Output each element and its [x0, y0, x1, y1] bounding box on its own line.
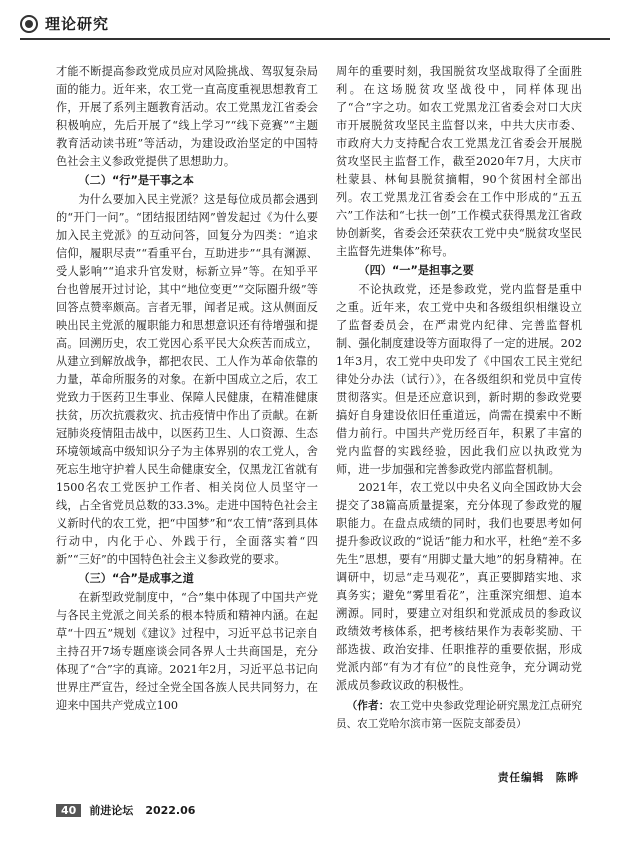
left-column: [56, 63, 318, 715]
paragraph-yi: 不论执政党，还是参政党，党内监督是重中之重。近年来，农工党中央和各级组织相继设立了监督委员会，在严肃党内纪律、完善监督机制、强化制度建设等方面取得了一定的进展。2021年3月，农工党中央印发了《中国农工民主党纪律处分办法（试行）》，在各级组织和党员中宣传贯彻落实。但是还应意识到，新时期的参政党要搞好自身建设依旧任重道远，尚需在摸索中不断借力前行。中国共产党历经百年，积累了丰富的党内监督的实践经验，因此我们应以执政党为师，进一步加强和完善参政党内部监督机制。: [336, 283, 582, 476]
author-note: [336, 697, 582, 733]
journal-name: 前进论坛: [89, 804, 134, 817]
journal-logo-icon: [20, 15, 38, 33]
header-rule: [20, 38, 610, 40]
page-header: [20, 12, 610, 42]
paragraph-he-continued: 周年的重要时刻，我国脱贫攻坚战取得了全面胜利。在这场脱贫攻坚战役中，同样体现出了“合”字之功。如农工党黑龙江省委会对口大庆市开展脱贫攻坚民主监督以来，中共大庆市委、市政府大力支持配合农工党黑龙江省委会开展脱贫攻坚民主监督工作，截至2020年7月，大庆市杜蒙县、林甸县脱贫摘帽，90个贫困村全部出列。农工党黑龙江省委会在工作中形成的“五五六”工作法和“七扶一创”工作模式获得黑龙江省政协创新奖，省委会还荣获农工党中央“脱贫攻坚民主监督先进集体”称号。: [336, 65, 582, 258]
paragraph-continued: 才能不断提高参政党成员应对风险挑战、驾驭复杂局面的能力。近年来，农工党一直高度重视思想教育工作，开展了系列主题教育活动。农工党黑龙江省委会积极响应，先后开展了“线上学习”“线下竞赛”“主题教育活动读书班”等活动，为建设政治坚定的中国特色社会主义参政党提供了思想助力。: [56, 65, 318, 168]
page-footer: [56, 802, 195, 820]
subheading-yi: （四）“一”是担事之要: [358, 264, 474, 277]
subheading-he: （三）“合”是成事之道: [78, 572, 194, 585]
subheading-xing: （二）“行”是干事之本: [78, 174, 194, 187]
author-label: （作者：: [346, 700, 390, 712]
paragraph-he: 在新型政党制度中，“合”集中体现了中国共产党与各民主党派之间关系的根本特质和精神内涵。在起草“十四五”规划《建议》过程中，习近平总书记亲自主持召开7场专题座谈会同各界人士共商国是，充分体现了“合”字的真谛。2021年2月，习近平总书记向世界庄严宣告，经过全党全国各族人民共同努力，在迎来中国共产党成立100: [56, 591, 318, 712]
issue-number: 2022.06: [145, 804, 196, 817]
page-number: 40: [56, 804, 81, 817]
responsible-editor: 责任编辑 陈晔: [497, 772, 579, 784]
paragraph-conclusion: 2021年，农工党以中央名义向全国政协大会提交了38篇高质量提案，充分体现了参政党的履职能力。在盘点成绩的同时，我们也要思考如何提升参政议政的“说话”能力和水平，杜绝“差不多先生”思想，要有“用脚丈量大地”的躬身精神。在调研中，切忌“走马观花”，真正要脚踏实地、求真务实；避免“雾里看花”，注重深究细想、追本溯源。同时，要建立对组织和党派成员的参政议政绩效考核体系，把考核结果作为表彰奖励、干部选拔、政治安排、任职推荐的重要依据，形成党派内部“有为才有位”的良性竞争，充分调动党派成员参政议政的积极性。: [336, 481, 582, 692]
section-title: 理论研究: [45, 15, 110, 33]
paragraph-xing: 为什么要加入民主党派？这是每位成员都会遇到的“开门一问”。“团结报团结网”曾发起过《为什么要加入民主党派》的互动问答，回复分为四类：“追求信仰，履职尽责”“看重平台，互助进步”“具有渊源、受人影响”“追求升官发财，标新立异”等。在知乎平台也曾展开过讨论，其中“地位变更”“交际圈升级”等回答点赞率颇高。言者无罪，闻者足戒。这从侧面反映出民主党派的履职能力和思想意识还有待增强和提高。回溯历史，农工党因心系平民大众疾苦而成立，从建立到解放战争，都把农民、工人作为革命依靠的力量，革命所服务的对象。在新中国成立之后，农工党致力于医药卫生事业、保障人民健康，在精准健康扶贫，历次抗震救灾、抗击疫情中作出了贡献。在新冠肺炎疫情阻击战中，以医药卫生、人口资源、生态环境领域高中级知识分子为主体界别的农工党人，舍死忘生地守护着人民生命健康安全，仅黑龙江省就有1500名农工党医护工作者、相关岗位人员坚守一线，占全省党员总数的33.3%。走进中国特色社会主义新时代的农工党，把“中国梦”和“农工情”落到具体行动中，内化于心、外践于行，全面落实着“四新”“三好”的中国特色社会主义参政党的要求。: [56, 193, 318, 566]
right-column: [336, 63, 582, 733]
author-text: 农工党中央参政党理论研究黑龙江点研究员、农工党哈尔滨市第一医院支部委员）: [336, 700, 583, 730]
